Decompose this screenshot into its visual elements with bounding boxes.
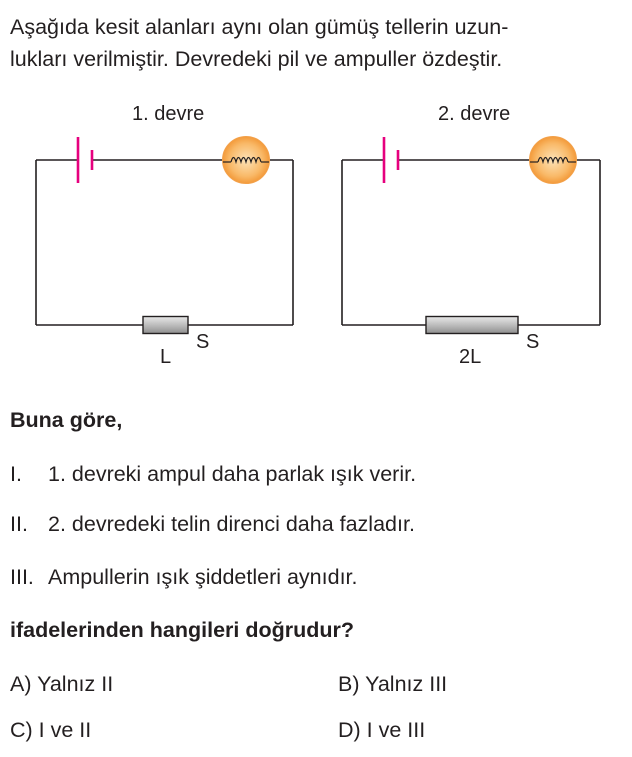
question-lead: Buna göre,	[10, 408, 123, 432]
circuit-2-silver-wire	[426, 317, 518, 334]
circuit-2-s-label: S	[526, 331, 540, 353]
circuit-2-battery	[384, 137, 398, 183]
option-d[interactable]	[338, 718, 425, 743]
option-c-label: C)	[10, 718, 33, 742]
circuit-1-s-label: S	[196, 331, 210, 353]
circuit-2-wires	[342, 160, 600, 325]
option-b[interactable]	[338, 672, 447, 697]
option-b-label: B)	[338, 672, 360, 696]
statement-3-numeral: III.	[10, 565, 34, 589]
option-c[interactable]	[10, 718, 91, 743]
circuit-2	[342, 137, 600, 334]
statement-2-text: 2. devredeki telin direnci daha fazladır.	[48, 512, 415, 536]
option-a-label: A)	[10, 672, 32, 696]
circuit-2-title: 2. devre	[438, 103, 511, 125]
option-b-text: Yalnız III	[365, 672, 448, 696]
circuit-1-title: 1. devre	[132, 103, 205, 125]
question-end: ifadelerinden hangileri doğrudur?	[10, 618, 355, 642]
statement-1-numeral: I.	[10, 462, 22, 486]
option-a[interactable]	[10, 672, 113, 697]
circuit-2-bulb	[530, 137, 577, 184]
circuit-1-battery	[78, 137, 92, 183]
statement-1-text: 1. devreki ampul daha parlak ışık verir.	[48, 462, 417, 486]
option-d-text: I ve III	[366, 718, 426, 742]
intro-line-1: Aşağıda kesit alanları aynı olan gümüş tellerin uzun-	[10, 15, 509, 39]
circuit-1-bulb	[223, 137, 270, 184]
circuit-1-length-label: L	[160, 346, 172, 368]
circuit-1-wires	[36, 160, 293, 325]
circuit-1	[36, 137, 293, 334]
option-a-text: Yalnız II	[37, 672, 114, 696]
statement-3-text: Ampullerin ışık şiddetleri aynıdır.	[48, 565, 358, 589]
statement-2-numeral: II.	[10, 512, 28, 536]
option-c-text: I ve II	[38, 718, 92, 742]
intro-line-2: lukları verilmiştir. Devredeki pil ve ampuller özdeştir.	[10, 47, 503, 71]
circuit-2-length-label: 2L	[459, 346, 482, 368]
option-d-label: D)	[338, 718, 361, 742]
circuit-1-silver-wire	[143, 317, 188, 334]
